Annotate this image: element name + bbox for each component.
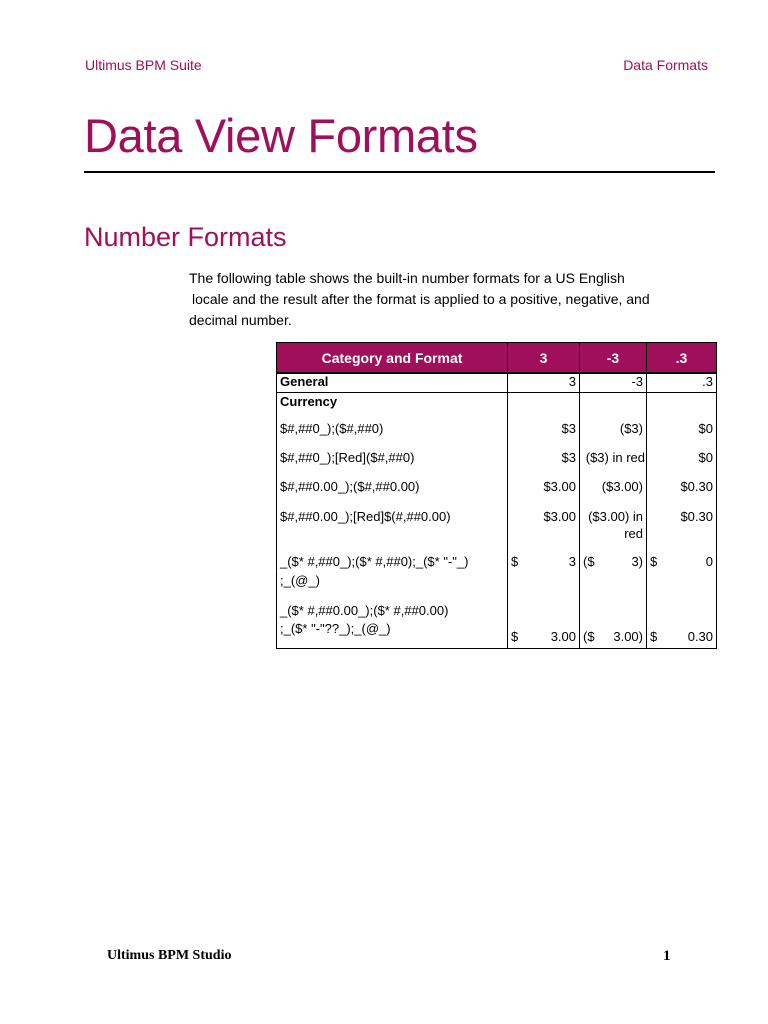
- intro-line-2: locale and the result after the format is applied to a positive, negative, and: [192, 291, 650, 307]
- format-cell: $#,##0_);($#,##0): [277, 417, 508, 449]
- format-cell: [277, 600, 508, 649]
- value-decimal: [647, 600, 717, 649]
- format-line-1: _($* #,##0.00_);($* #,##0.00): [280, 603, 449, 618]
- general-positive: 3: [508, 373, 580, 393]
- format-cell: $#,##0_);[Red]($#,##0): [277, 449, 508, 478]
- section-title: Number Formats: [84, 222, 287, 252]
- amount: 3): [631, 554, 643, 569]
- intro-paragraph: [189, 268, 709, 331]
- value-positive: $3: [508, 417, 580, 449]
- value-negative: ($3) in red: [580, 449, 647, 478]
- value-negative: [580, 600, 647, 649]
- value-positive: [508, 600, 580, 649]
- general-negative: -3: [580, 373, 647, 393]
- value-positive: [508, 551, 580, 600]
- currency-symbol: ($: [583, 629, 595, 644]
- table-row: [277, 600, 717, 649]
- intro-line-3: decimal number.: [189, 312, 292, 328]
- amount: 3.00): [613, 629, 643, 644]
- table-row: [277, 478, 717, 507]
- value-decimal: $0.30: [647, 507, 717, 551]
- intro-line-1: The following table shows the built-in number formats for a US English: [189, 270, 625, 286]
- value-negative: ($3.00): [580, 478, 647, 507]
- value-negative-line-1: ($3.00) in: [588, 509, 643, 524]
- table-header-row: [277, 343, 717, 374]
- currency-symbol: $: [650, 629, 658, 644]
- table-row-currency-label: [277, 393, 717, 418]
- value-negative: ($3): [580, 417, 647, 449]
- header-suite-name: Ultimus BPM Suite: [85, 57, 202, 73]
- value-decimal: $0: [647, 417, 717, 449]
- number-formats-table: [276, 342, 717, 649]
- currency-symbol: $: [511, 629, 519, 644]
- currency-symbol: $: [511, 554, 519, 569]
- currency-symbol: ($: [583, 554, 595, 569]
- value-positive: $3.00: [508, 478, 580, 507]
- header-positive: 3: [508, 343, 580, 374]
- value-negative-line-2: red: [624, 526, 643, 541]
- value-positive: $3.00: [508, 507, 580, 551]
- value-negative: [580, 507, 647, 551]
- table-row: [277, 417, 717, 449]
- table-row: [277, 507, 717, 551]
- footer-product-name: Ultimus BPM Studio: [107, 948, 232, 963]
- amount: 3.00: [550, 629, 576, 644]
- table-row: [277, 449, 717, 478]
- format-cell: $#,##0.00_);($#,##0.00): [277, 478, 508, 507]
- header-decimal: .3: [647, 343, 717, 374]
- format-line-2: ;_(@_): [280, 573, 320, 588]
- header-section-name: Data Formats: [623, 57, 708, 73]
- page-title: Data View Formats: [84, 109, 478, 162]
- title-rule: [84, 171, 715, 173]
- page-number: 1: [663, 948, 671, 964]
- format-line-2: ;_($* "-"??_);_(@_): [280, 621, 391, 636]
- value-decimal: $0.30: [647, 478, 717, 507]
- format-line-1: _($* #,##0_);($* #,##0);_($* "-"_): [280, 554, 469, 569]
- value-decimal: [647, 551, 717, 600]
- table-row-general: [277, 373, 717, 393]
- value-negative: [580, 551, 647, 600]
- general-decimal: .3: [647, 373, 717, 393]
- general-label: General: [277, 373, 508, 393]
- table-row: [277, 551, 717, 600]
- value-positive: $3: [508, 449, 580, 478]
- format-cell: [277, 551, 508, 600]
- header-category: Category and Format: [277, 343, 508, 374]
- amount: 0.30: [687, 629, 713, 644]
- header-negative: -3: [580, 343, 647, 374]
- currency-label: Currency: [277, 393, 508, 418]
- format-cell: $#,##0.00_);[Red]$(#,##0.00): [277, 507, 508, 551]
- currency-symbol: $: [650, 554, 658, 569]
- value-decimal: $0: [647, 449, 717, 478]
- amount: 0: [705, 554, 713, 569]
- amount: 3: [568, 554, 576, 569]
